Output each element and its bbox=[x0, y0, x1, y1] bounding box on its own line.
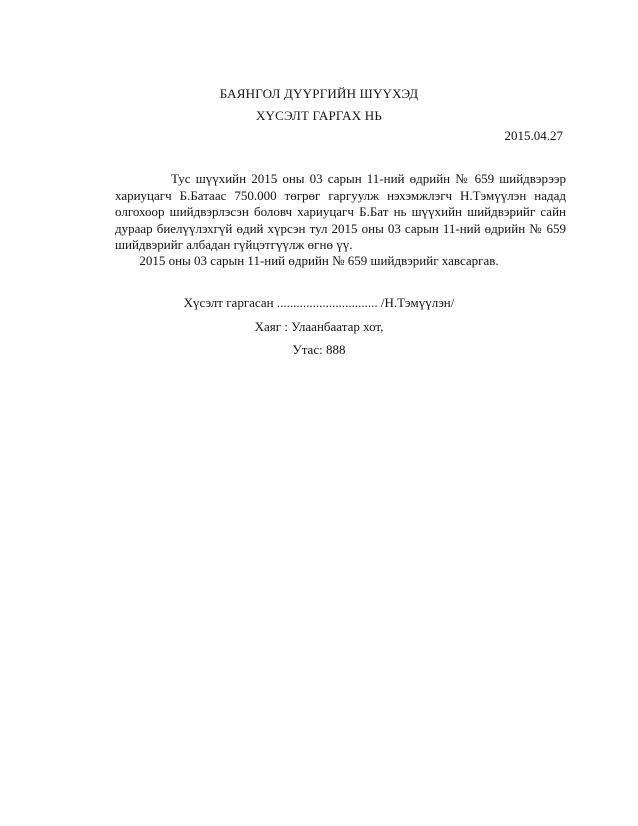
signature-line: Хүсэлт гаргасан ............................... /Н.Тэмүүлэн/ bbox=[183, 295, 455, 310]
attachment-note: 2015 оны 03 сарын 11-ний өдрийн № 659 шийдвэрийг хавсаргав. bbox=[139, 253, 499, 268]
document-title: ХҮСЭЛТ ГАРГАХ НЬ bbox=[255, 108, 383, 123]
document-date: 2015.04.27 bbox=[504, 128, 563, 143]
address-line: Хаяг : Улаанбаатар хот, bbox=[254, 319, 384, 334]
court-name-heading: БАЯНГОЛ ДҮҮРГИЙН ШҮҮХЭД bbox=[219, 86, 419, 101]
request-body-paragraph: Тус шүүхийн 2015 оны 03 сарын 11-ний өдрийн № 659 шийдвэрээр хариуцагч Б.Батаас 750.000 төгрөг гаргуулж нэхэмжлэгч Н.Тэмүүлэн надад олгохоор шийдвэрлэсэн боловч хариуцагч Б.Бат нь шүүхийн шийдвэрийг сайн дураар биелүүлэхгүй өдий хүрсэн тул 2015 оны 03 сарын 11-ний өдрийн № 659 шийдвэрийг албадан гүйцэтгүүлж өгнө үү. bbox=[115, 171, 566, 252]
phone-line: Утас: 888 bbox=[292, 342, 346, 357]
